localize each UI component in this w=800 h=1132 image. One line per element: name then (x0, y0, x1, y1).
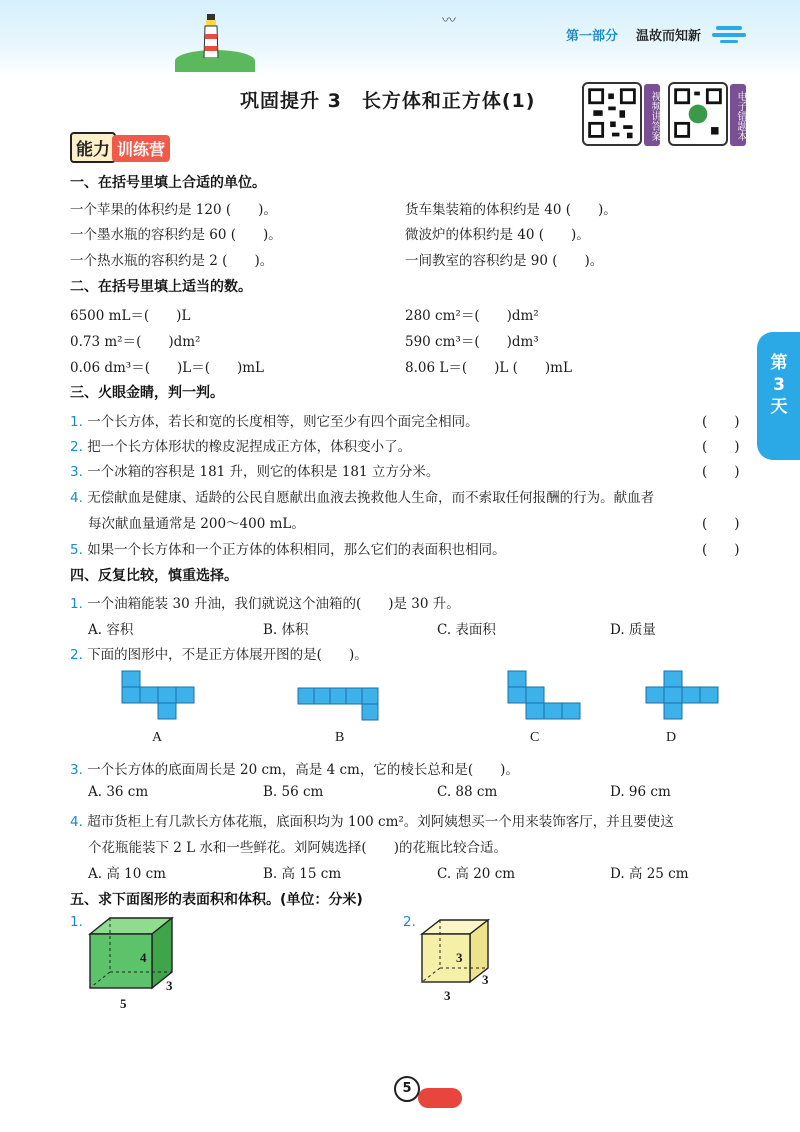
question-line: 590 cm³＝( )dm³ (405, 334, 539, 350)
choice-question (70, 592, 460, 612)
option-a[interactable]: A. 容积 (88, 622, 134, 638)
bar-mark-icon (712, 22, 746, 44)
item-number: 4. (70, 814, 83, 830)
section-heading: 三、火眼金睛，判一判。 (70, 385, 224, 401)
submarine-icon (418, 1088, 462, 1108)
dim-height: 3 (456, 950, 463, 965)
option-c[interactable]: C. 表面积 (437, 622, 496, 638)
item-number: 2. (70, 647, 83, 663)
question-line: 微波炉的体积约是 40 ( )。 (405, 227, 590, 243)
option-d[interactable]: D. 质量 (610, 622, 656, 638)
dim-depth: 3 (166, 978, 173, 993)
question-line: 280 cm²＝( )dm² (405, 308, 539, 324)
item-text: 无偿献血是健康、适龄的公民自愿献出血液去挽救他人生命，而不索取任何报酬的行为。献血者 (87, 490, 655, 506)
item-text: 下面的图形中，不是正方体展开图的是( )。 (87, 647, 368, 663)
item-text: 一个长方体的底面周长是 20 cm，高是 4 cm，它的棱长总和是( )。 (87, 762, 519, 778)
item-text: 一个冰箱的容积是 181 升，则它的体积是 181 立方分米。 (87, 464, 440, 480)
choice-question-cont: 个花瓶能装下 2 L 水和一些鲜花。刘阿姨选择( )的花瓶比较合适。 (88, 840, 507, 856)
ability-badge-part2: 训练营 (112, 135, 170, 162)
dim-width: 5 (120, 996, 127, 1011)
option-c[interactable]: C. 88 cm (437, 784, 498, 800)
figure-number: 2. (403, 914, 416, 930)
item-text: 一个长方体，若长和宽的长度相等，则它至少有四个面完全相同。 (87, 414, 479, 430)
qr-tag-errorbook: 电子错题本 (730, 84, 746, 146)
answer-paren[interactable]: ( ) (702, 464, 740, 480)
judge-item (70, 538, 506, 558)
item-number: 1. (70, 414, 83, 430)
item-number: 5. (70, 542, 83, 558)
option-c[interactable]: C. 高 20 cm (437, 866, 516, 882)
option-d[interactable]: D. 96 cm (610, 784, 671, 800)
question-line: 货车集装箱的体积约是 40 ( )。 (405, 202, 617, 218)
item-text: 一个油箱能装 30 升油，我们就说这个油箱的( )是 30 升。 (87, 596, 460, 612)
item-text: 把一个长方体形状的橡皮泥捏成正方体，体积变小了。 (87, 439, 412, 455)
page-title: 巩固提升 3 长方体和正方体(1) (240, 90, 536, 112)
question-line: 一个苹果的体积约是 120 ( )。 (70, 202, 277, 218)
answer-paren[interactable]: ( ) (702, 439, 740, 455)
judge-item (70, 486, 654, 506)
judge-item (70, 460, 439, 480)
side-day-tab-text (764, 352, 794, 418)
section-heading: 二、在括号里填上适当的数。 (70, 279, 252, 295)
item-number: 4. (70, 490, 83, 506)
judge-item (70, 435, 411, 455)
qr-code-icon[interactable] (582, 82, 642, 146)
net-figure-b[interactable] (296, 686, 386, 726)
question-line: 一个热水瓶的容积约是 2 ( )。 (70, 253, 274, 269)
option-b[interactable]: B. 体积 (263, 622, 309, 638)
section-label: 第一部分 (566, 29, 619, 44)
ability-badge (70, 132, 170, 158)
dim-width: 3 (444, 988, 451, 1003)
judge-item (70, 410, 479, 430)
question-line: 8.06 L＝( )L ( )mL (405, 360, 572, 376)
question-line: 0.73 m²＝( )dm² (70, 334, 201, 350)
option-b[interactable]: B. 56 cm (263, 784, 324, 800)
birds-icon: 〰 (442, 13, 456, 29)
question-line: 6500 mL＝( )L (70, 308, 191, 324)
item-number: 1. (70, 596, 83, 612)
question-line: 一间教室的容积约是 90 ( )。 (405, 253, 604, 269)
page-number: 5 (394, 1076, 420, 1102)
net-label-c: C (530, 730, 540, 745)
choice-question (70, 810, 674, 830)
question-line: 一个墨水瓶的容积约是 60 ( )。 (70, 227, 282, 243)
item-number: 3. (70, 464, 83, 480)
option-d[interactable]: D. 高 25 cm (610, 866, 689, 882)
answer-paren[interactable]: ( ) (702, 542, 740, 558)
qr-tag-video: 视频讲答案 (644, 84, 660, 146)
item-text: 超市货柜上有几款长方体花瓶，底面积均为 100 cm²。刘阿姨想买一个用来装饰客厅，并且要使这 (87, 814, 674, 830)
lighthouse-icon (202, 14, 220, 58)
ability-badge-part1: 能力 (70, 132, 116, 163)
section-heading: 五、求下面图形的表面积和体积。(单位：分米) (70, 892, 363, 908)
figure-number: 1. (70, 914, 83, 930)
dim-height: 4 (140, 950, 147, 965)
qr-code-icon[interactable] (668, 82, 728, 146)
item-text: 如果一个长方体和一个正方体的体积相同，那么它们的表面积也相同。 (87, 542, 506, 558)
section-heading: 四、反复比较，慎重选择。 (70, 568, 238, 584)
answer-paren[interactable]: ( ) (702, 516, 740, 532)
side-tab-char: 3 (773, 375, 785, 395)
judge-item-cont: 每次献血量通常是 200～400 mL。 (88, 516, 305, 532)
side-tab-char: 第 (770, 353, 788, 373)
section-subtitle: 温故而知新 (636, 29, 702, 44)
item-number: 2. (70, 439, 83, 455)
net-label-d: D (666, 730, 677, 745)
net-label-b: B (335, 730, 345, 745)
dim-depth: 3 (482, 972, 489, 987)
option-b[interactable]: B. 高 15 cm (263, 866, 342, 882)
section-heading: 一、在括号里填上合适的单位。 (70, 175, 266, 191)
side-tab-char: 天 (770, 397, 788, 417)
item-number: 3. (70, 762, 83, 778)
net-figure-c[interactable] (506, 669, 586, 723)
net-figure-a[interactable] (120, 669, 200, 723)
net-label-a: A (152, 730, 163, 745)
option-a[interactable]: A. 36 cm (88, 784, 149, 800)
option-a[interactable]: A. 高 10 cm (88, 866, 166, 882)
answer-paren[interactable]: ( ) (702, 414, 740, 430)
net-figure-d[interactable] (644, 669, 724, 723)
question-line: 0.06 dm³＝( )L＝( )mL (70, 360, 265, 376)
choice-question (70, 643, 368, 663)
choice-question (70, 758, 519, 778)
